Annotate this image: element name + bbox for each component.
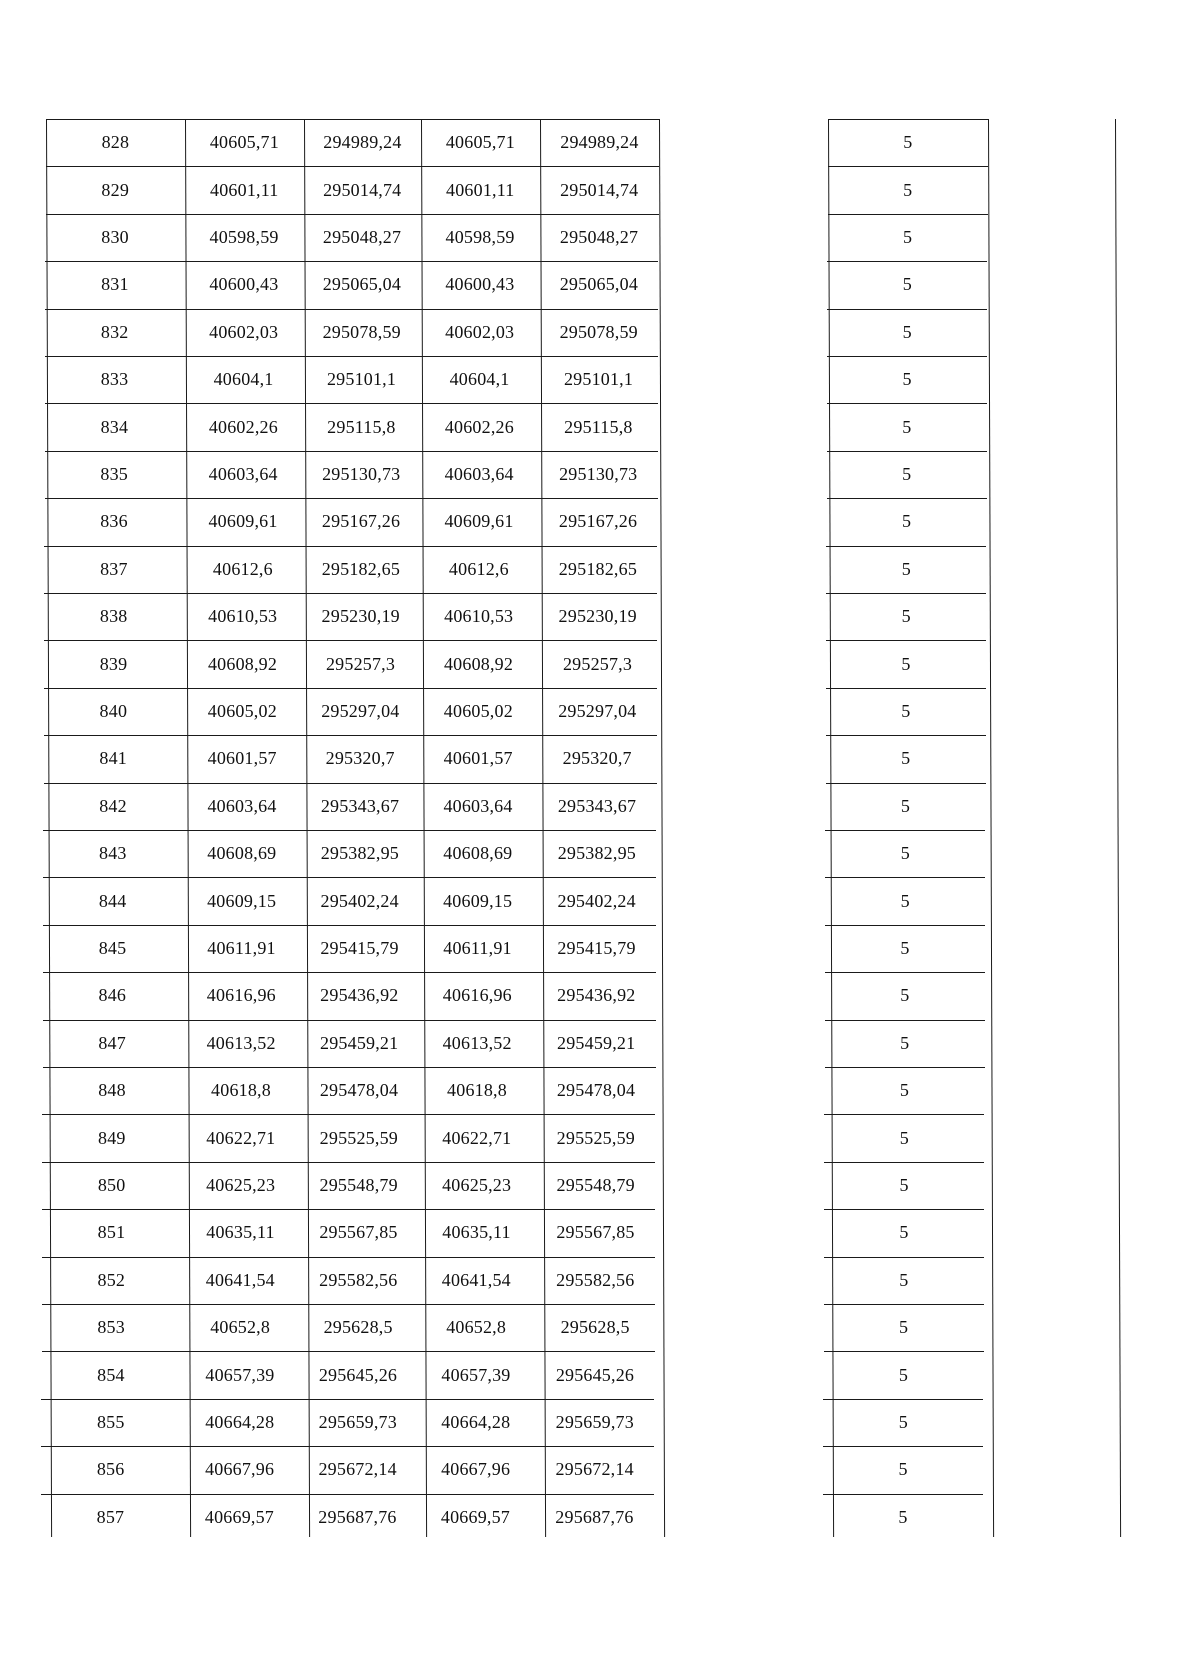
point-number-cell: 841 [99, 748, 127, 769]
x-coordinate-cell: 40605,02 [443, 700, 513, 721]
x-coordinate-cell: 40608,92 [443, 653, 514, 674]
value-cell: 5 [900, 890, 910, 911]
x-coordinate-cell: 40608,69 [443, 843, 513, 864]
y-coordinate-cell: 295182,65 [558, 558, 638, 579]
x-coordinate-cell: 40622,71 [442, 1127, 512, 1148]
x-coordinate-cell: 40602,26 [444, 416, 514, 437]
x-coordinate-cell: 40601,57 [207, 748, 277, 769]
x-coordinate-cell: 40598,59 [445, 226, 515, 247]
value-cell: 5 [899, 1269, 909, 1290]
point-number-cell: 843 [99, 843, 127, 864]
x-coordinate-cell: 40604,1 [213, 369, 274, 390]
value-cell: 5 [898, 1364, 909, 1385]
x-coordinate-cell: 40664,28 [205, 1411, 275, 1432]
value-cell: 5 [900, 795, 911, 816]
value-cell: 5 [903, 179, 913, 200]
x-coordinate-cell: 40641,54 [441, 1269, 511, 1290]
x-coordinate-cell: 40667,96 [441, 1459, 511, 1480]
value-cell: 5 [902, 226, 913, 247]
value-cell: 5 [902, 369, 912, 390]
y-coordinate-cell: 295548,79 [319, 1174, 398, 1195]
x-coordinate-cell: 40622,71 [206, 1127, 276, 1148]
value-cell: 5 [902, 321, 912, 342]
x-coordinate-cell: 40613,52 [206, 1032, 276, 1053]
y-coordinate-cell: 295048,27 [322, 226, 402, 247]
point-number-cell: 845 [98, 937, 127, 958]
y-coordinate-cell: 295130,73 [559, 463, 638, 484]
point-number-cell: 835 [100, 463, 129, 484]
y-coordinate-cell: 295167,26 [558, 511, 638, 532]
y-coordinate-cell: 295065,04 [322, 274, 402, 295]
column-rule [988, 119, 994, 1537]
value-cell: 5 [899, 1222, 909, 1243]
point-number-cell: 848 [98, 1080, 126, 1101]
x-coordinate-cell: 40600,43 [445, 274, 515, 295]
x-coordinate-cell: 40602,26 [208, 416, 278, 437]
value-cell: 5 [898, 1506, 908, 1527]
y-coordinate-cell: 295687,76 [318, 1506, 397, 1527]
value-cell: 5 [901, 653, 911, 674]
y-coordinate-cell: 295672,14 [555, 1459, 634, 1480]
x-coordinate-cell: 40603,64 [207, 795, 277, 816]
y-coordinate-cell: 295257,3 [325, 653, 396, 674]
y-coordinate-cell: 295672,14 [318, 1459, 397, 1480]
point-number-cell: 853 [97, 1317, 125, 1338]
y-coordinate-cell: 295582,56 [319, 1269, 398, 1290]
point-number-cell: 846 [98, 985, 127, 1006]
x-coordinate-cell: 40609,15 [207, 890, 277, 911]
point-number-cell: 836 [100, 511, 128, 532]
y-coordinate-cell: 295115,8 [564, 416, 633, 437]
x-coordinate-cell: 40635,11 [442, 1222, 511, 1243]
value-cell: 5 [901, 511, 912, 532]
y-coordinate-cell: 295382,95 [320, 843, 399, 864]
x-coordinate-cell: 40602,03 [445, 321, 515, 342]
y-coordinate-cell: 295014,74 [560, 179, 639, 200]
x-coordinate-cell: 40601,11 [210, 179, 279, 200]
y-coordinate-cell: 295382,95 [557, 843, 636, 864]
y-coordinate-cell: 295582,56 [556, 1269, 635, 1290]
x-coordinate-cell: 40609,61 [444, 511, 514, 532]
point-number-cell: 849 [98, 1127, 126, 1148]
value-cell: 5 [899, 1080, 910, 1101]
y-coordinate-cell: 295230,19 [321, 606, 400, 627]
point-number-cell: 832 [100, 321, 129, 342]
point-number-cell: 850 [97, 1174, 126, 1195]
x-coordinate-cell: 40603,64 [443, 795, 513, 816]
y-coordinate-cell: 295182,65 [321, 558, 401, 579]
y-coordinate-cell: 295478,04 [556, 1080, 636, 1101]
x-coordinate-cell: 40635,11 [206, 1222, 275, 1243]
y-coordinate-cell: 295402,24 [320, 890, 399, 911]
value-cell: 5 [898, 1411, 908, 1432]
value-cell: 5 [899, 1317, 909, 1338]
y-coordinate-cell: 295320,7 [562, 748, 632, 769]
y-coordinate-cell: 294989,24 [323, 132, 402, 153]
point-number-cell: 837 [100, 558, 128, 579]
x-coordinate-cell: 40652,8 [210, 1317, 271, 1338]
x-coordinate-cell: 40669,57 [204, 1506, 274, 1527]
point-number-cell: 829 [101, 179, 130, 200]
point-number-cell: 844 [98, 890, 127, 911]
y-coordinate-cell: 295436,92 [320, 985, 399, 1006]
x-coordinate-cell: 40612,6 [448, 558, 509, 579]
x-coordinate-cell: 40609,61 [208, 511, 278, 532]
value-cell: 5 [901, 748, 911, 769]
column-rule [659, 119, 665, 1537]
x-coordinate-cell: 40610,53 [208, 606, 278, 627]
point-number-cell: 854 [97, 1364, 125, 1385]
point-number-cell: 840 [99, 700, 128, 721]
value-cell: 5 [900, 843, 910, 864]
y-coordinate-cell: 295065,04 [559, 274, 639, 295]
y-coordinate-cell: 295101,1 [326, 369, 397, 390]
x-coordinate-cell: 40603,64 [208, 463, 278, 484]
y-coordinate-cell: 295645,26 [555, 1364, 635, 1385]
y-coordinate-cell: 295115,8 [327, 416, 396, 437]
point-number-cell: 856 [96, 1459, 125, 1480]
y-coordinate-cell: 295230,19 [558, 606, 637, 627]
y-coordinate-cell: 295659,73 [555, 1411, 634, 1432]
y-coordinate-cell: 295687,76 [555, 1506, 634, 1527]
x-coordinate-cell: 40604,1 [449, 369, 510, 390]
x-coordinate-cell: 40605,71 [445, 132, 515, 153]
y-coordinate-cell: 295343,67 [320, 795, 400, 816]
point-number-cell: 833 [100, 369, 129, 390]
x-coordinate-cell: 40618,8 [447, 1080, 507, 1101]
x-coordinate-cell: 40602,03 [209, 321, 279, 342]
x-coordinate-cell: 40605,71 [209, 132, 279, 153]
y-coordinate-cell: 295297,04 [321, 700, 400, 721]
y-coordinate-cell: 295628,5 [323, 1317, 393, 1338]
value-cell: 5 [902, 274, 912, 295]
y-coordinate-cell: 295436,92 [557, 985, 636, 1006]
x-coordinate-cell: 40601,11 [446, 179, 515, 200]
value-cell: 5 [900, 1032, 910, 1053]
x-coordinate-cell: 40610,53 [444, 606, 514, 627]
x-coordinate-cell: 40657,39 [205, 1364, 275, 1385]
point-number-cell: 842 [99, 795, 127, 816]
x-coordinate-cell: 40609,15 [443, 890, 513, 911]
y-coordinate-cell: 295567,85 [556, 1222, 635, 1243]
y-coordinate-cell: 295402,24 [557, 890, 636, 911]
y-coordinate-cell: 295130,73 [322, 463, 401, 484]
point-number-cell: 852 [97, 1269, 126, 1290]
y-coordinate-cell: 295343,67 [557, 795, 637, 816]
y-coordinate-cell: 295014,74 [323, 179, 402, 200]
x-coordinate-cell: 40657,39 [441, 1364, 511, 1385]
value-cell: 5 [902, 463, 912, 484]
x-coordinate-cell: 40598,59 [209, 226, 279, 247]
point-number-cell: 834 [100, 416, 129, 437]
x-coordinate-cell: 40613,52 [442, 1032, 512, 1053]
y-coordinate-cell: 295478,04 [319, 1080, 399, 1101]
x-coordinate-cell: 40625,23 [206, 1174, 276, 1195]
y-coordinate-cell: 295459,21 [557, 1032, 636, 1053]
x-coordinate-cell: 40616,96 [206, 985, 276, 1006]
x-coordinate-cell: 40611,91 [207, 937, 276, 958]
x-coordinate-cell: 40601,57 [443, 748, 513, 769]
y-coordinate-cell: 295567,85 [319, 1222, 398, 1243]
y-coordinate-cell: 295415,79 [557, 937, 636, 958]
x-coordinate-cell: 40603,64 [444, 463, 514, 484]
point-number-cell: 828 [101, 132, 130, 153]
y-coordinate-cell: 295525,59 [556, 1127, 635, 1148]
value-cell: 5 [899, 1127, 909, 1148]
page-edge-rule [1115, 119, 1121, 1537]
point-number-cell: 831 [101, 274, 129, 295]
point-number-cell: 839 [99, 653, 128, 674]
x-coordinate-cell: 40600,43 [209, 274, 279, 295]
x-coordinate-cell: 40625,23 [442, 1174, 512, 1195]
point-number-cell: 857 [96, 1506, 125, 1527]
x-coordinate-cell: 40652,8 [446, 1317, 507, 1338]
value-cell: 5 [900, 985, 910, 1006]
value-cell: 5 [903, 132, 913, 153]
y-coordinate-cell: 295320,7 [325, 748, 395, 769]
y-coordinate-cell: 295459,21 [320, 1032, 399, 1053]
y-coordinate-cell: 295645,26 [318, 1364, 398, 1385]
value-cell: 5 [900, 937, 910, 958]
y-coordinate-cell: 295167,26 [321, 511, 401, 532]
point-number-cell: 838 [99, 606, 128, 627]
point-number-cell: 855 [96, 1411, 125, 1432]
value-cell: 5 [901, 558, 911, 579]
value-cell: 5 [902, 416, 912, 437]
y-coordinate-cell: 295415,79 [320, 937, 399, 958]
x-coordinate-cell: 40641,54 [205, 1269, 275, 1290]
x-coordinate-cell: 40618,8 [211, 1080, 271, 1101]
x-coordinate-cell: 40616,96 [442, 985, 512, 1006]
y-coordinate-cell: 295525,59 [319, 1127, 398, 1148]
x-coordinate-cell: 40608,92 [207, 653, 278, 674]
y-coordinate-cell: 295659,73 [318, 1411, 397, 1432]
y-coordinate-cell: 295297,04 [558, 700, 637, 721]
value-cell: 5 [898, 1459, 908, 1480]
y-coordinate-cell: 295078,59 [559, 321, 638, 342]
y-coordinate-cell: 295078,59 [322, 321, 401, 342]
x-coordinate-cell: 40669,57 [440, 1506, 510, 1527]
x-coordinate-cell: 40667,96 [205, 1459, 275, 1480]
y-coordinate-cell: 295048,27 [559, 226, 639, 247]
point-number-cell: 847 [98, 1032, 126, 1053]
point-number-cell: 830 [101, 226, 129, 247]
value-cell: 5 [901, 700, 911, 721]
y-coordinate-cell: 294989,24 [560, 132, 639, 153]
x-coordinate-cell: 40608,69 [207, 843, 277, 864]
x-coordinate-cell: 40612,6 [212, 558, 273, 579]
x-coordinate-cell: 40611,91 [443, 937, 512, 958]
y-coordinate-cell: 295548,79 [556, 1174, 635, 1195]
x-coordinate-cell: 40605,02 [207, 700, 277, 721]
value-cell: 5 [899, 1174, 909, 1195]
y-coordinate-cell: 295257,3 [562, 653, 633, 674]
value-cell: 5 [901, 606, 911, 627]
x-coordinate-cell: 40664,28 [441, 1411, 511, 1432]
y-coordinate-cell: 295628,5 [560, 1317, 630, 1338]
point-number-cell: 851 [97, 1222, 126, 1243]
y-coordinate-cell: 295101,1 [563, 369, 634, 390]
